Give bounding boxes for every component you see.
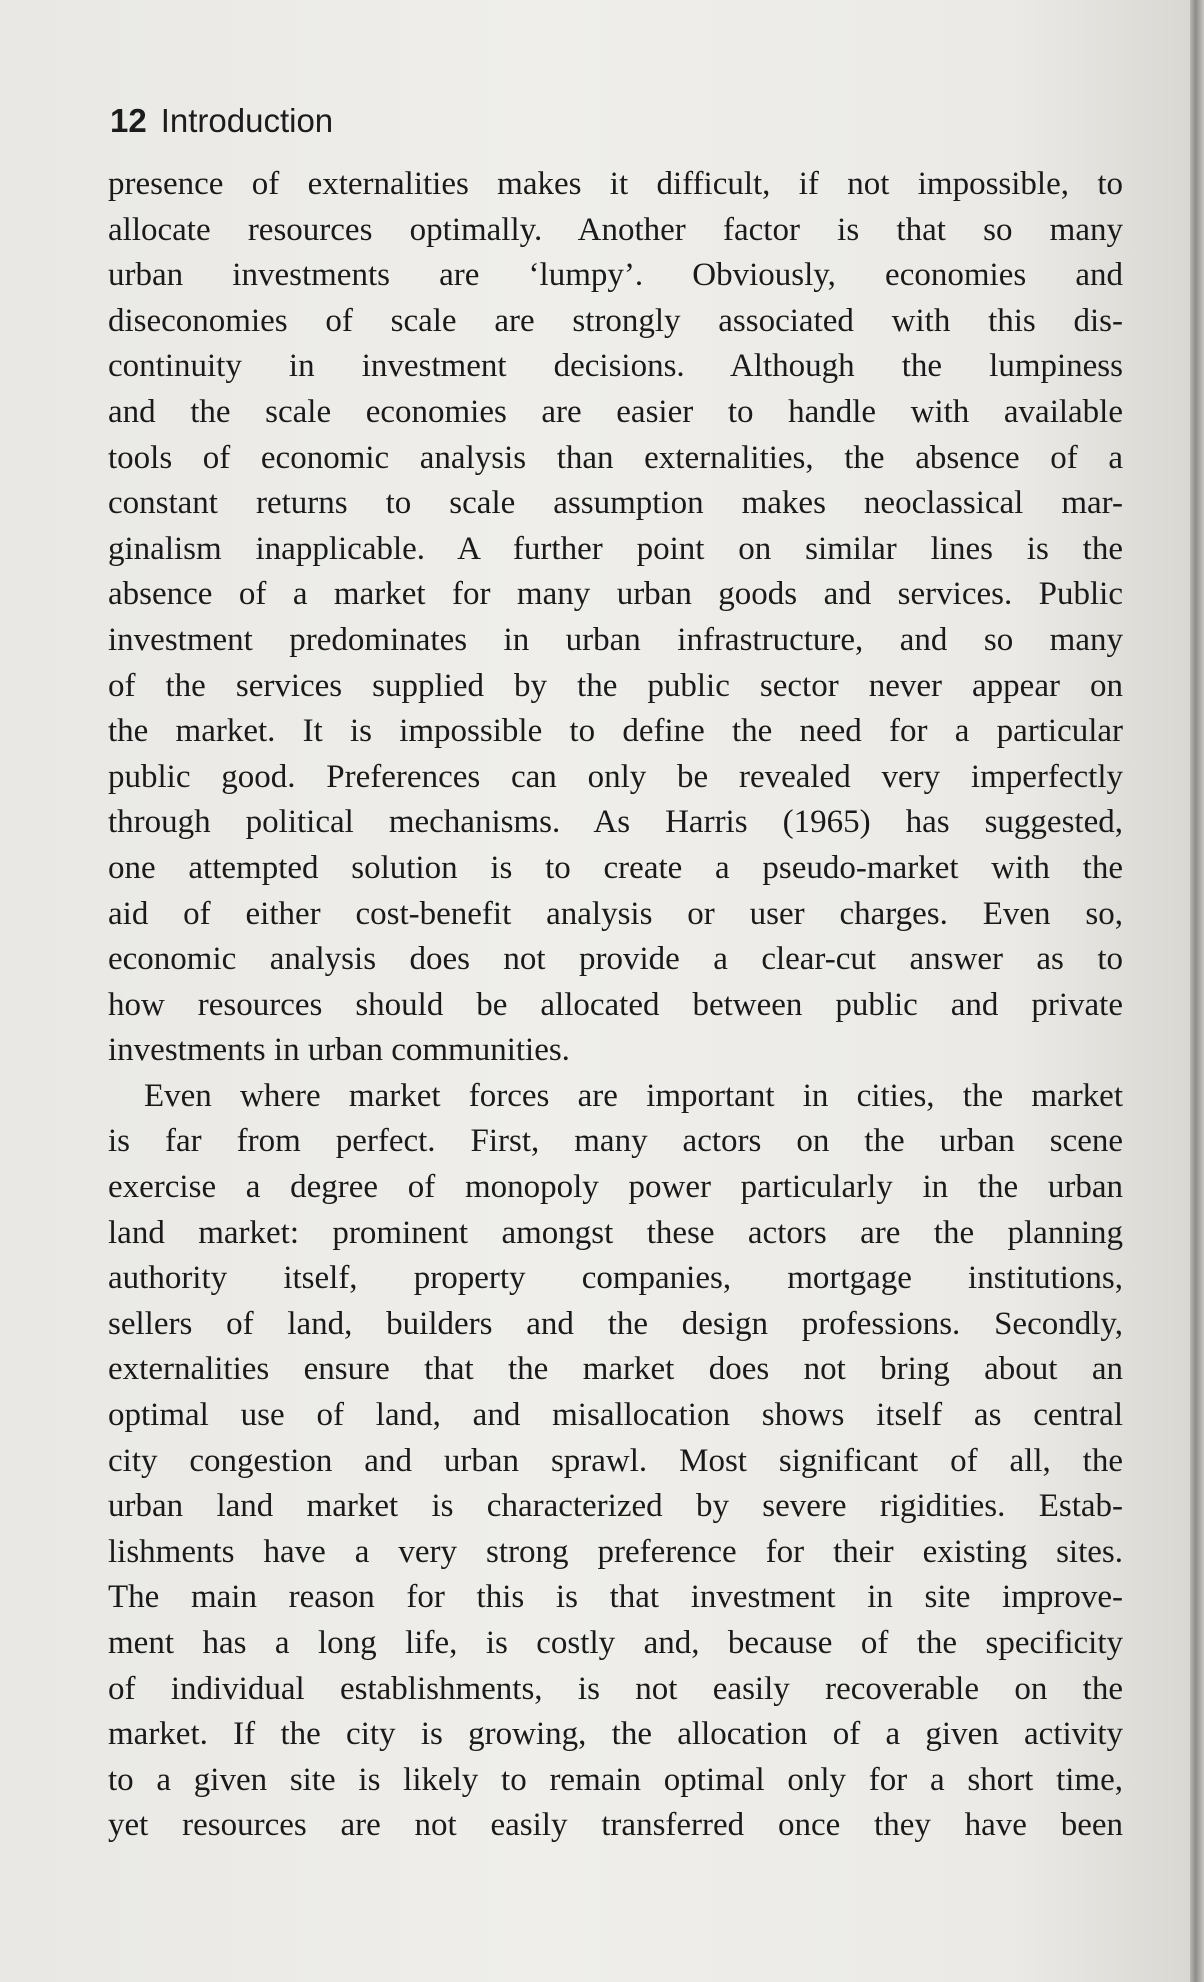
text-line: urban investments are ‘lumpy’. Obviously, economies and (108, 257, 1123, 294)
body-text (108, 162, 1123, 1849)
text-line: ginalism inapplicable. A further point on similar lines is the (108, 530, 1123, 567)
text-line: continuity in investment decisions. Although the lumpiness (108, 348, 1123, 385)
text-line: economic analysis does not provide a clear-cut answer as to (108, 941, 1123, 978)
text-line: The main reason for this is that investment in site improve- (108, 1579, 1123, 1616)
text-line: investment predominates in urban infrastructure, and so many (108, 621, 1123, 658)
running-title: Introduction (160, 102, 334, 139)
text-line: ment has a long life, is costly and, because of the specificity (108, 1625, 1123, 1661)
text-line: public good. Preferences can only be revealed very imperfectly (108, 758, 1123, 795)
text-line: constant returns to scale assumption makes neoclassical mar- (108, 485, 1123, 522)
text-line: absence of a market for many urban goods and services. Public (108, 576, 1123, 613)
paragraph (108, 162, 1123, 1074)
text-line: of individual establishments, is not easily recoverable on the (108, 1670, 1123, 1707)
text-line: tools of economic analysis than externalities, the absence of a (108, 439, 1123, 476)
page-number: 12 (110, 102, 147, 139)
text-line: sellers of land, builders and the design professions. Secondly, (108, 1305, 1123, 1342)
text-line: the market. It is impossible to define the need for a particular (108, 713, 1123, 750)
text-line: optimal use of land, and misallocation shows itself as central (108, 1397, 1123, 1434)
text-line: aid of either cost-benefit analysis or user charges. Even so, (108, 895, 1123, 932)
text-line: exercise a degree of monopoly power particularly in the urban (108, 1169, 1123, 1206)
text-line: how resources should be allocated between public and private (108, 986, 1123, 1023)
text-line: market. If the city is growing, the allocation of a given activity (108, 1716, 1123, 1753)
text-line: of the services supplied by the public sector never appear on (108, 667, 1123, 704)
text-line: one attempted solution is to create a pseudo-market with the (108, 849, 1123, 886)
text-line: land market: prominent amongst these actors are the planning (108, 1214, 1123, 1251)
page-binding-edge (1190, 0, 1204, 1982)
text-line: Even where market forces are important in cities, the market (144, 1077, 1123, 1114)
text-line: investments in urban communities. (108, 1032, 570, 1069)
text-line: to a given site is likely to remain optimal only for a short time, (108, 1761, 1123, 1798)
text-line: authority itself, property companies, mortgage institutions, (108, 1260, 1123, 1297)
text-line: is far from perfect. First, many actors on the urban scene (108, 1123, 1123, 1160)
text-line: diseconomies of scale are strongly associated with this dis- (108, 302, 1123, 339)
text-line: through political mechanisms. As Harris (1965) has suggested, (108, 804, 1123, 841)
text-line: externalities ensure that the market does not bring about an (108, 1351, 1123, 1388)
text-line: allocate resources optimally. Another factor is that so many (108, 211, 1123, 248)
text-line: urban land market is characterized by severe rigidities. Estab- (108, 1488, 1123, 1525)
text-line: yet resources are not easily transferred once they have been (108, 1807, 1123, 1844)
text-line: lishments have a very strong preference for their existing sites. (108, 1533, 1123, 1570)
text-line: city congestion and urban sprawl. Most significant of all, the (108, 1442, 1123, 1479)
text-line: presence of externalities makes it difficult, if not impossible, to (108, 166, 1123, 202)
text-line: and the scale economies are easier to handle with available (108, 393, 1123, 430)
running-head (110, 101, 333, 141)
paragraph (108, 1074, 1123, 1849)
